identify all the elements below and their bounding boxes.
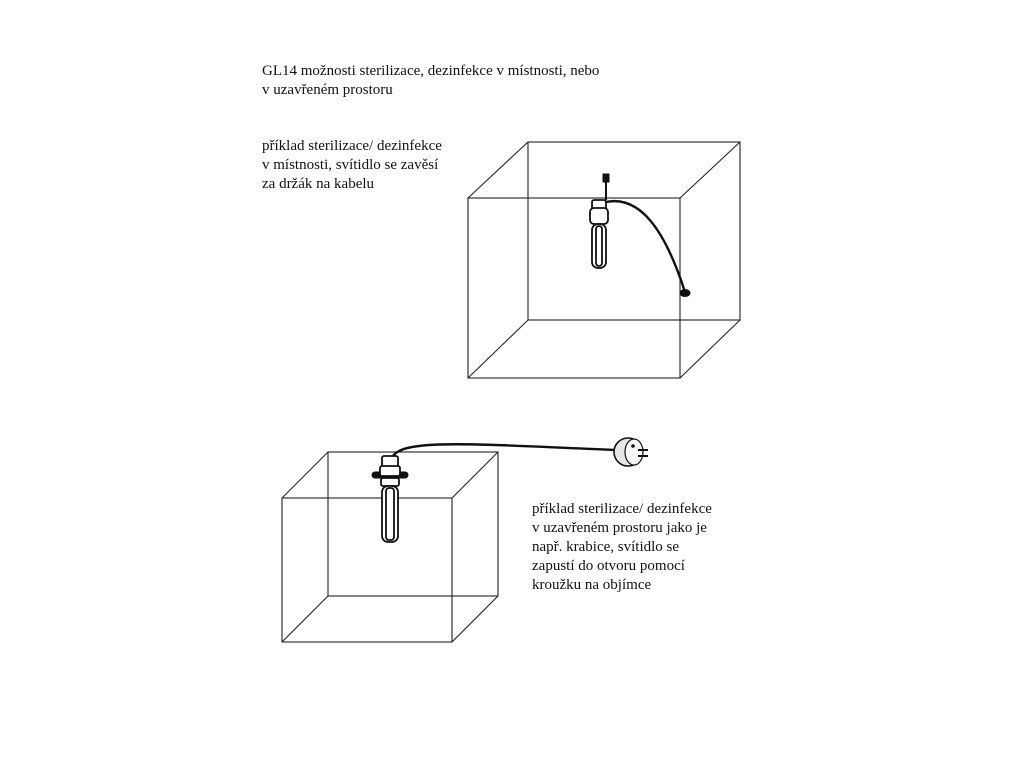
inserted-lamp-tube-inner (386, 488, 394, 540)
caption-box-line-2: v uzavřeném prostoru jako je (532, 520, 707, 536)
uv-lamp-inserted-icon (372, 444, 616, 542)
lamp-socket-body (590, 208, 608, 224)
caption-room-line-3: za držák na kabelu (262, 176, 375, 192)
inserted-lamp-socket-lower (381, 478, 399, 486)
enclosure-back-face (328, 452, 498, 596)
caption-room-line-2: v místnosti, svítidlo se zavěsí (262, 157, 439, 173)
caption-box-line-4: zapustí do otvoru pomocí (532, 558, 685, 574)
inserted-lamp-cable (392, 444, 616, 458)
room-cube-back-face (528, 142, 740, 320)
room-cube-edge-tr (680, 142, 740, 198)
enclosure-edge-br (452, 596, 498, 642)
room-cube-edge-tl (468, 142, 528, 198)
room-cube-front-face (468, 198, 680, 378)
plug-face (625, 439, 643, 465)
enclosure-front-face (282, 498, 452, 642)
caption-box-line-1: příklad sterilizace/ dezinfekce (532, 501, 712, 517)
lamp-cable (606, 201, 685, 292)
room-cube-edge-bl (468, 320, 528, 378)
enclosure-edge-tr (452, 452, 498, 498)
inserted-lamp-socket-body (380, 466, 400, 476)
power-plug-icon (614, 438, 648, 466)
lamp-cable-end (680, 290, 690, 297)
enclosure-edge-bl (282, 596, 328, 642)
lamp-hanger-hook (603, 174, 609, 182)
caption-box-line-5: kroužku na objímce (532, 577, 652, 593)
plug-ground-hole (631, 444, 635, 448)
title-line-1: GL14 možnosti sterilizace, dezinfekce v místnosti, nebo (262, 63, 600, 79)
enclosure-edge-tl (282, 452, 328, 498)
lamp-tube-inner (596, 226, 602, 266)
caption-room-line-1: příklad sterilizace/ dezinfekce (262, 138, 442, 154)
title-line-2: v uzavřeném prostoru (262, 82, 393, 98)
uv-lamp-hanging-icon (590, 174, 690, 297)
caption-box-line-3: např. krabice, svítidlo se (532, 539, 680, 555)
room-cube-edge-br (680, 320, 740, 378)
